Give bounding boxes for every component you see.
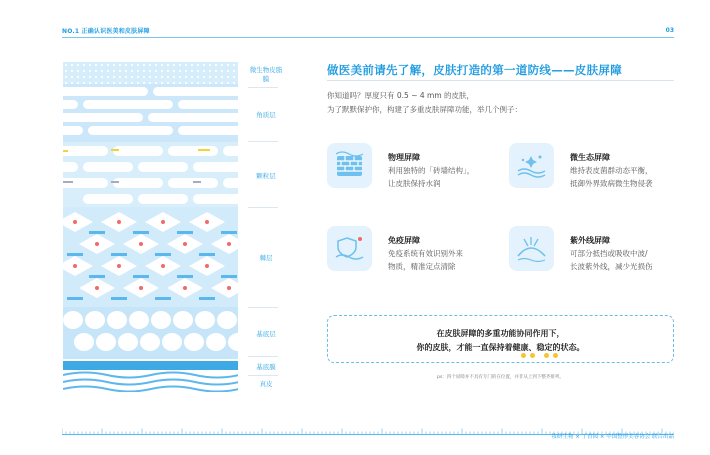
card-desc-line: 抵御外界致病微生物侵袭	[570, 179, 653, 188]
layer-label-stratum-corneum: 角质层	[256, 111, 276, 119]
layer-divider	[248, 141, 278, 142]
highlight-dot	[544, 353, 549, 358]
card-title-uv-barrier: 紫外线屏障	[570, 236, 610, 245]
spinous-layer	[63, 207, 238, 307]
stratum-corneum-layer	[63, 84, 238, 142]
intro-line-2: 为了默默保护你，构建了多重皮肤屏障功能，举几个例子：	[327, 105, 522, 114]
layer-divider	[248, 307, 278, 308]
card-title-immune-barrier: 免疫屏障	[388, 236, 420, 245]
card-desc-line: 利用独特的「砖墙结构」，	[388, 166, 475, 175]
card-title-physical-barrier: 物理屏障	[388, 153, 420, 162]
layer-label-spinous: 棘层	[259, 254, 273, 262]
card-desc-line: 可部分抵挡或吸收中波/	[570, 249, 648, 258]
summary-line-1: 在皮肤屏障的多重功能协同作用下，	[436, 329, 565, 338]
footer-credit: 妆研生物 × 丁香园 × 中国整形美容协会 联合出品	[551, 434, 674, 440]
layer-label-basement-membrane: 基底膜	[256, 363, 276, 371]
uv-shield-icon	[509, 226, 554, 271]
section-title: NO.1 正确认识医美和皮肤屏障	[62, 28, 150, 35]
summary-note-box	[327, 315, 674, 363]
intro-line-1: 你知道吗？厚度只有 0.5 ~ 4 mm 的皮肤，	[327, 91, 475, 100]
title-divider	[327, 80, 674, 81]
card-desc-line: 长波紫外线，减少光损伤	[570, 262, 653, 271]
card-desc-line: 维持表皮菌群动态平衡，	[570, 166, 653, 175]
layer-label-granular: 颗粒层	[256, 172, 276, 180]
layer-divider	[248, 375, 278, 376]
layer-label-microbe-film: 微生物皮脂膜	[249, 66, 283, 83]
microbe-film-layer	[63, 62, 238, 84]
skin-layers-svg	[63, 62, 238, 392]
card-title-microbiome-barrier: 微生态屏障	[570, 153, 610, 162]
layer-divider	[248, 356, 278, 357]
ps-note: ps：四个屏障并不具有专门的在位置，并非从上到下整齐排列。	[437, 375, 564, 380]
microbe-sparkle-icon	[509, 143, 554, 188]
highlight-dot	[521, 353, 526, 358]
layer-divider	[248, 207, 278, 208]
main-title: 做医美前请先了解，皮肤打造的第一道防线——皮肤屏障	[327, 63, 622, 77]
layer-label-basal: 基底层	[256, 330, 276, 338]
basement-membrane-layer	[63, 361, 238, 370]
card-desc-line: 免疫系统有效识别外来	[388, 249, 463, 258]
dermis-layer	[63, 373, 238, 392]
card-desc-line: 让皮肤保持水润	[388, 179, 441, 188]
highlight-dot	[530, 353, 535, 358]
layer-label-dermis: 真皮	[259, 380, 273, 388]
summary-line-2: 你的皮肤，才能一直保持着健康、稳定的状态。	[416, 343, 585, 352]
card-desc-line: 物质，精准定点清除	[388, 262, 456, 271]
highlight-dot	[553, 353, 558, 358]
page-number: 03	[665, 27, 674, 34]
layer-divider	[248, 87, 278, 88]
granular-layer	[63, 142, 238, 207]
brick-wall-icon	[327, 143, 372, 188]
header-divider	[62, 37, 674, 38]
basal-layer	[63, 307, 238, 359]
skin-layers-illustration	[63, 62, 238, 392]
footer-ruler	[62, 420, 674, 428]
immune-shield-icon	[327, 226, 372, 271]
